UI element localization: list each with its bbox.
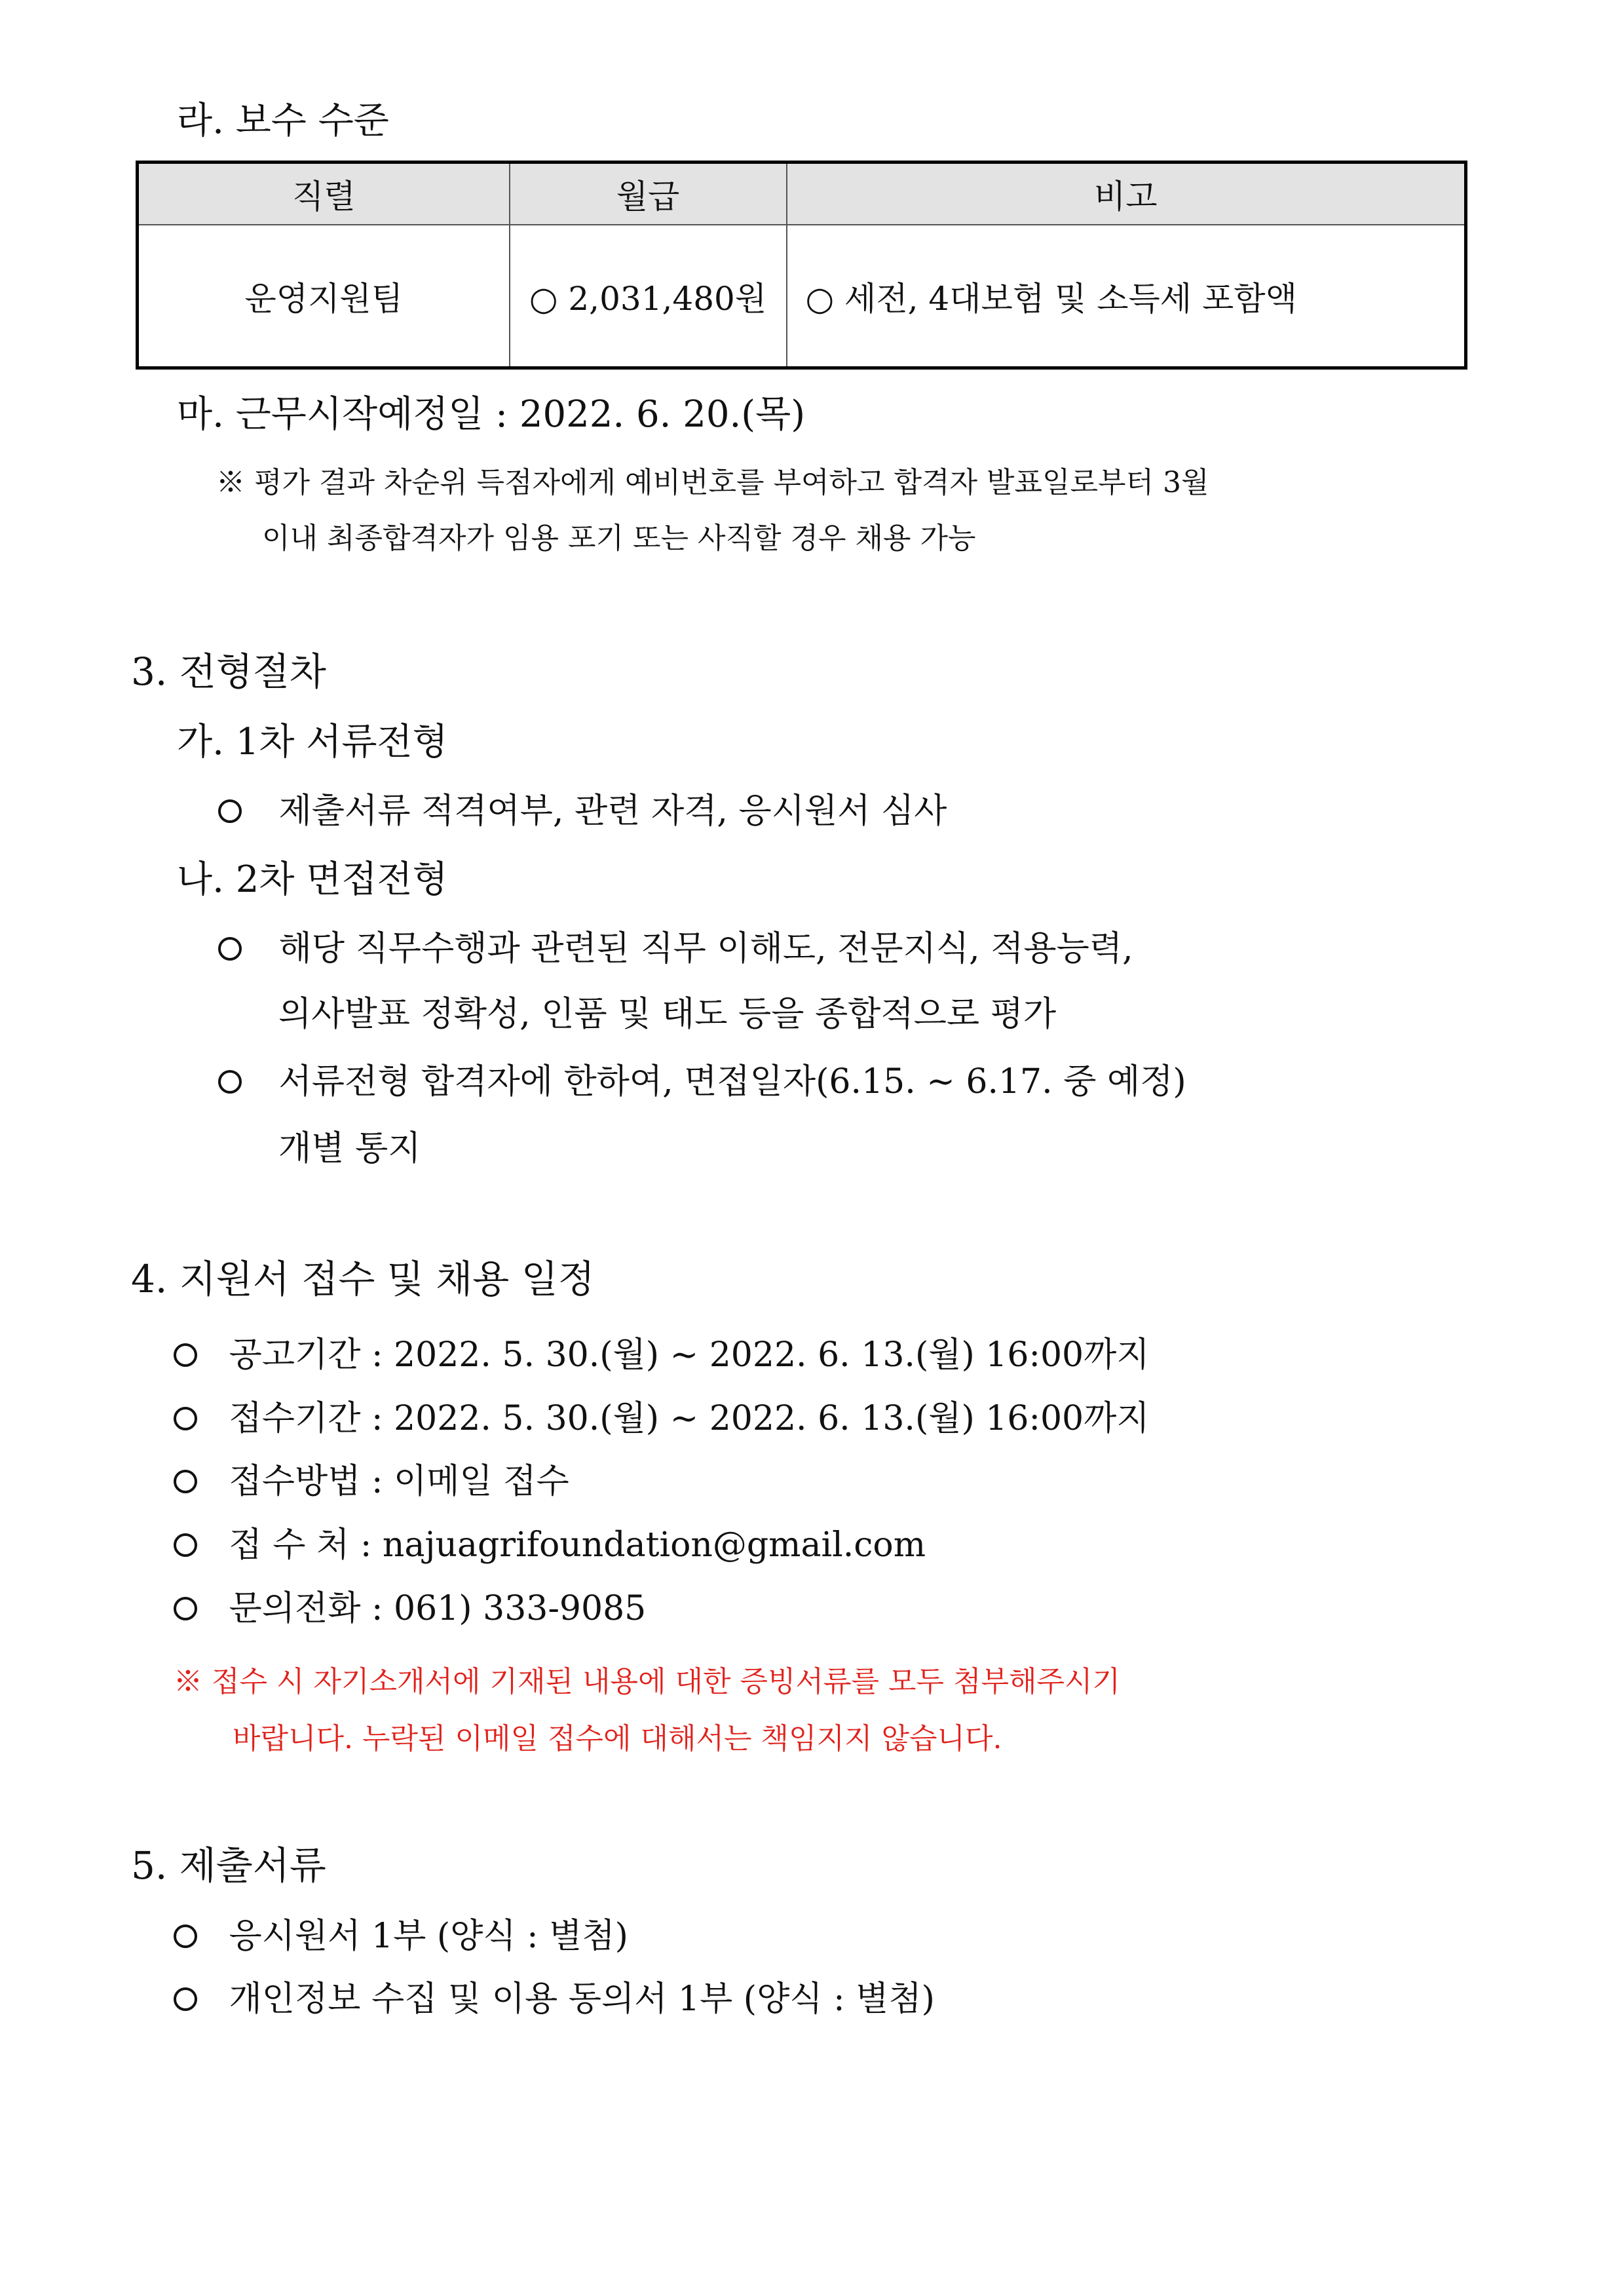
section-4-title: 4. 지원서 접수 및 채용 일정 xyxy=(131,1257,595,1301)
stage-1-item xyxy=(218,783,947,832)
circle-bullet-icon xyxy=(218,1070,242,1094)
circle-bullet-icon xyxy=(218,799,242,823)
section-ma xyxy=(177,385,805,438)
start-date-value: : 2022. 6. 20.(목) xyxy=(483,393,806,436)
cell-note: ○ 세전, 4대보험 및 소득세 포함액 xyxy=(787,225,1466,368)
stage-2-title: 나. 2차 면접전형 xyxy=(177,858,448,901)
cell-position: 운영지원팀 xyxy=(138,225,510,368)
schedule-item-text: 접수기간 : 2022. 5. 30.(월) ∼ 2022. 6. 13.(월) 16:00까지 xyxy=(229,1399,1150,1438)
stage-2-item-2-line2: 개별 통지 xyxy=(278,1129,421,1168)
salary-table xyxy=(136,161,1467,370)
circle-bullet-icon xyxy=(174,1533,197,1557)
stage-2-item-1-line1: 해당 직무수행과 관련된 직무 이해도, 전문지식, 적용능력, xyxy=(278,929,1133,968)
section-3-title: 3. 전형절차 xyxy=(131,649,326,694)
column-header: 직렬 xyxy=(138,163,510,225)
schedule-item xyxy=(174,1453,569,1502)
stage-2-item-1-line2: 의사발표 정확성, 인품 및 태도 등을 종합적으로 평가 xyxy=(278,995,1057,1034)
start-date-label: 마. 근무시작예정일 xyxy=(177,393,484,436)
schedule-item xyxy=(174,1517,926,1566)
document-item-text: 응시원서 1부 (양식 : 별첨) xyxy=(229,1917,628,1956)
schedule-item xyxy=(174,1390,1150,1440)
circle-bullet-icon xyxy=(218,937,242,961)
circle-bullet-icon xyxy=(174,1407,197,1430)
stage-1-title: 가. 1차 서류전형 xyxy=(177,721,448,763)
document-item-text: 개인정보 수집 및 이용 동의서 1부 (양식 : 별첨) xyxy=(229,1980,935,2019)
schedule-item-text: 접 수 처 : najuagrifoundation@gmail.com xyxy=(229,1525,926,1565)
circle-bullet-icon xyxy=(174,1597,197,1620)
column-header: 월급 xyxy=(510,163,787,225)
schedule-item-text: 접수방법 : 이메일 접수 xyxy=(229,1462,569,1501)
stage-1-item-text: 제출서류 적격여부, 관련 자격, 응시원서 심사 xyxy=(278,792,947,831)
circle-bullet-icon xyxy=(174,1470,197,1493)
warning-line1: ※ 접수 시 자기소개서에 기재된 내용에 대한 증빙서류를 모두 첨부해주시기 xyxy=(174,1665,1120,1698)
stage-2-item-2 xyxy=(218,1054,1186,1103)
table-header-row xyxy=(138,163,1466,225)
circle-bullet-icon xyxy=(174,1924,197,1948)
warning-line2: 바랍니다. 누락된 이메일 접수에 대해서는 책임지지 않습니다. xyxy=(233,1722,1002,1755)
table-row xyxy=(138,225,1466,368)
circle-bullet-icon xyxy=(174,1343,197,1367)
circle-bullet-icon xyxy=(174,1987,197,2011)
cell-salary: ○ 2,031,480원 xyxy=(510,225,787,368)
section-ra-title: 라. 보수 수준 xyxy=(177,100,389,142)
document-item xyxy=(174,1908,628,1957)
schedule-item xyxy=(174,1580,646,1630)
schedule-item-text: 공고기간 : 2022. 5. 30.(월) ∼ 2022. 6. 13.(월) 16:00까지 xyxy=(229,1335,1150,1375)
document-item xyxy=(174,1971,935,2020)
stage-2-item-2-line1: 서류전형 합격자에 한하여, 면접일자(6.15. ~ 6.17. 중 예정) xyxy=(278,1062,1186,1101)
start-note-line2: 이내 최종합격자가 임용 포기 또는 사직할 경우 채용 가능 xyxy=(262,522,976,555)
schedule-item-text: 문의전화 : 061) 333-9085 xyxy=(229,1589,647,1628)
section-5-title: 5. 제출서류 xyxy=(131,1843,326,1888)
start-note-line1: ※ 평가 결과 차순위 득점자에게 예비번호를 부여하고 합격자 발표일로부터 3월 xyxy=(216,466,1209,499)
stage-2-item-1 xyxy=(218,921,1133,970)
schedule-item xyxy=(174,1327,1150,1376)
column-header: 비고 xyxy=(787,163,1466,225)
